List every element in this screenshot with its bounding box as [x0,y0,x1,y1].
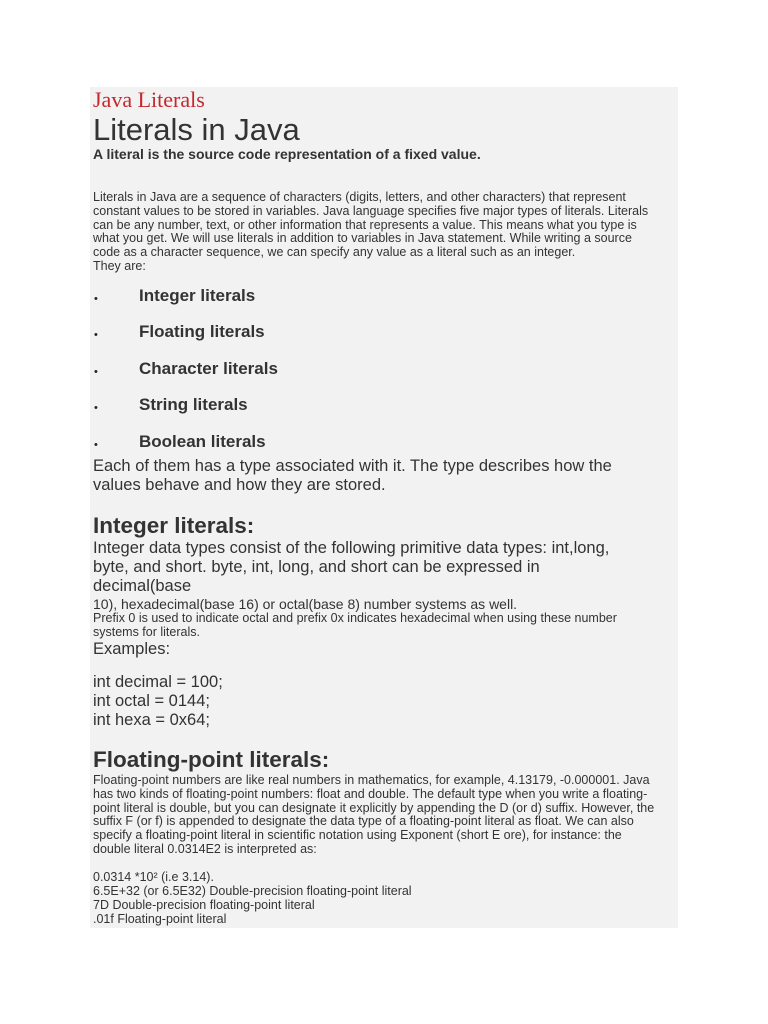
list-item-label: Boolean literals [139,431,266,451]
bullet-icon: • [94,402,98,415]
float-example: 7D Double-precision floating-point literal [93,898,315,912]
code-example: int octal = 0144; [93,692,210,710]
bullet-icon: • [94,365,98,378]
lead-sentence: A literal is the source code representation of a fixed value. [93,146,481,162]
list-item-label: Integer literals [139,286,256,305]
bullet-icon: • [94,293,98,305]
floating-desc-line: suffix F (or f) is appended to designate the data type of a floating-point literal as float. We can also [93,814,634,829]
list-item-label: String literals [139,395,248,415]
intro-line: code as a character sequence, we can specify any value as a literal such as an integer. [93,245,576,260]
bullet-icon: • [94,329,98,342]
summary-line: values behave and how they are stored. [93,476,386,494]
intro-line: Literals in Java are a sequence of characters (digits, letters, and other characters) that represent [93,190,626,204]
float-example: .01f Floating-point literal [93,912,227,926]
floating-heading: Floating-point literals: [93,747,330,772]
floating-desc-line: double literal 0.0314E2 is interpreted as: [93,842,317,856]
floating-desc-line: specify a floating-point literal in scientific notation using Exponent (short E ore), for instance: the [93,828,622,843]
integer-base-line: 10), hexadecimal(base 16) or octal(base 8) number systems as well. [93,596,518,612]
integer-desc-line: decimal(base [93,577,192,595]
floating-desc-line: has two kinds of floating-point numbers: float and double. The default type when you write a floating- [93,786,648,801]
code-example: int hexa = 0x64; [93,711,210,729]
intro-line: can be any number, text, or other information that represents a value. This means what you type is [93,217,637,232]
code-example: int decimal = 100; [93,673,223,691]
page-title: Literals in Java [93,112,300,147]
prefix-line: systems for literals. [93,625,200,639]
summary-line: Each of them has a type associated with it. The type describes how the [93,457,612,475]
intro-line: what you get. We will use literals in addition to variables in Java statement. While writing a source [93,231,632,246]
content-panel [90,87,678,928]
integer-desc-line: byte, and short. byte, int, long, and short can be expressed in [93,558,540,576]
list-item-label: Floating literals [139,322,265,342]
examples-label: Examples: [93,640,171,658]
intro-line: They are: [93,259,146,273]
bullet-icon: • [94,438,98,451]
floating-desc-line: point literal is double, but you can designate it explicitly by appending the D (or d) suffix. However, the [93,800,655,815]
float-example: 0.0314 *10² (i.e 3.14). [93,870,214,884]
list-item-label: Character literals [139,358,278,378]
floating-desc-line: Floating-point numbers are like real numbers in mathematics, for example, 4.13179, -0.000001. Java [93,773,650,787]
intro-line: constant values to be stored in variables. Java language specifies five major types of literals. Literals [93,203,649,218]
float-example: 6.5E+32 (or 6.5E32) Double-precision floating-point literal [93,884,412,898]
integer-heading: Integer literals: [93,513,255,538]
prefix-line: Prefix 0 is used to indicate octal and prefix 0x indicates hexadecimal when using these number [93,611,617,625]
integer-desc-line: Integer data types consist of the following primitive data types: int,long, [93,539,610,557]
document-header: Java Literals [93,87,205,112]
